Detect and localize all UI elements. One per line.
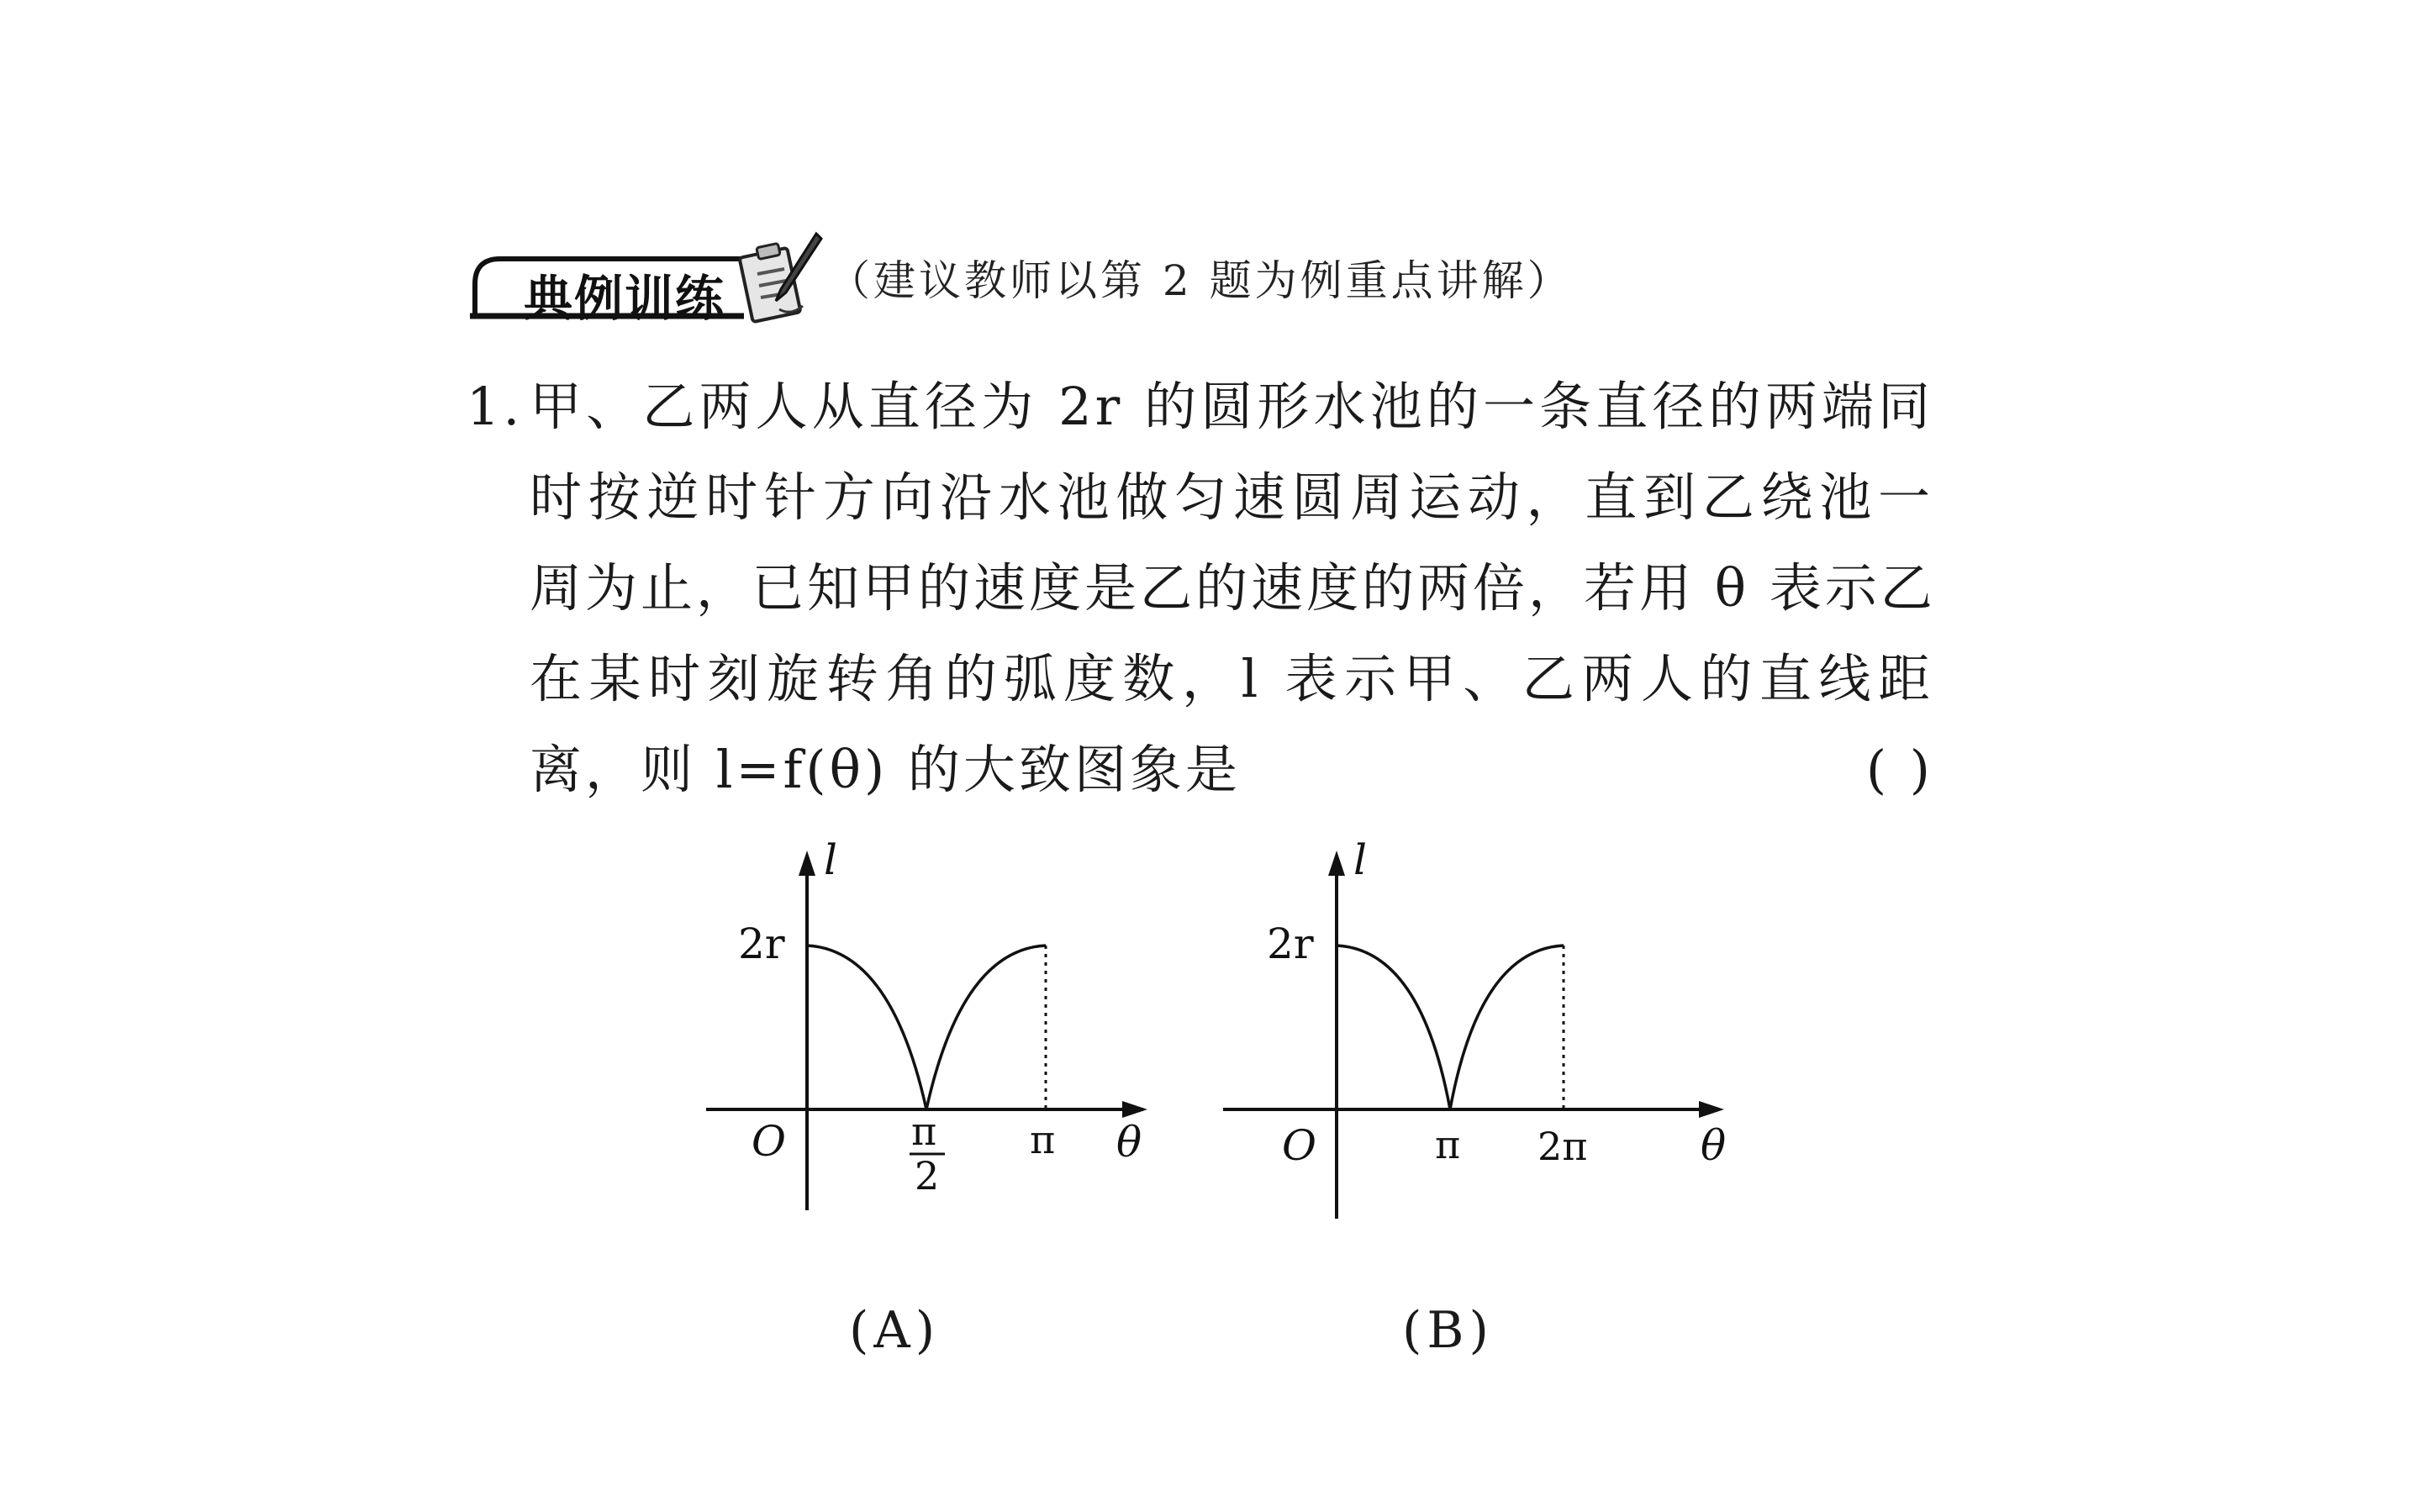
graph-b-mid-tick: π — [1435, 1122, 1461, 1167]
graph-a-y-label: l — [824, 835, 837, 884]
graph-a-origin: O — [752, 1117, 786, 1166]
graph-b-curve-left — [1337, 946, 1450, 1109]
question-number: 1. — [467, 376, 524, 437]
header-title: 典例训练 — [524, 270, 726, 327]
graph-b-svg — [1215, 832, 1753, 1227]
question-line: 甲、乙两人从直径为 2r 的圆形水池的一条直径的两端同 — [530, 376, 1933, 437]
header-note: （建议教师以第 2 题为例重点讲解） — [828, 256, 1573, 305]
clipboard-pen-icon — [732, 229, 825, 328]
graph-a-x-arrow — [1122, 1101, 1147, 1118]
graph-b-y-label: l — [1353, 835, 1367, 884]
answer-bracket: ( ) — [1865, 739, 1933, 800]
graph-a-curve-left — [807, 946, 926, 1109]
option-b-label: (B) — [1402, 1301, 1494, 1360]
graph-a-mid-tick-den: 2 — [915, 1153, 940, 1199]
graph-a-mid-tick-num: π — [911, 1109, 937, 1154]
graph-a — [689, 832, 1160, 1222]
question-line: 离，则 l=f(θ) 的大致图象是 — [530, 739, 1241, 800]
graph-b-y-arrow — [1328, 851, 1345, 876]
question-line: 时按逆时针方向沿水池做匀速圆周运动，直到乙绕池一 — [530, 466, 1933, 528]
question-line: 在某时刻旋转角的弧度数，l 表示甲、乙两人的直线距 — [530, 648, 1933, 709]
option-a-label: (A) — [849, 1301, 941, 1360]
graph-a-svg — [689, 832, 1160, 1219]
graph-a-x-label: θ — [1116, 1118, 1142, 1167]
graph-b-y-tick: 2r — [1267, 919, 1314, 968]
graph-a-y-arrow — [799, 851, 815, 876]
graph-b-x-label: θ — [1701, 1121, 1727, 1170]
question-line: 周为止，已知甲的速度是乙的速度的两倍，若用 θ 表示乙 — [530, 557, 1936, 619]
graph-b-origin: O — [1282, 1121, 1316, 1170]
question-body — [530, 361, 1936, 815]
graph-b — [1215, 832, 1753, 1230]
graph-b-curve-right — [1450, 946, 1564, 1109]
graph-b-end-tick: 2π — [1538, 1124, 1588, 1169]
graph-a-curve-right — [926, 946, 1046, 1109]
question-last-line — [530, 724, 1933, 815]
section-header — [467, 225, 1685, 326]
graph-a-end-tick: π — [1030, 1117, 1056, 1162]
graph-a-y-tick: 2r — [738, 919, 785, 968]
graph-b-x-arrow — [1699, 1101, 1724, 1118]
